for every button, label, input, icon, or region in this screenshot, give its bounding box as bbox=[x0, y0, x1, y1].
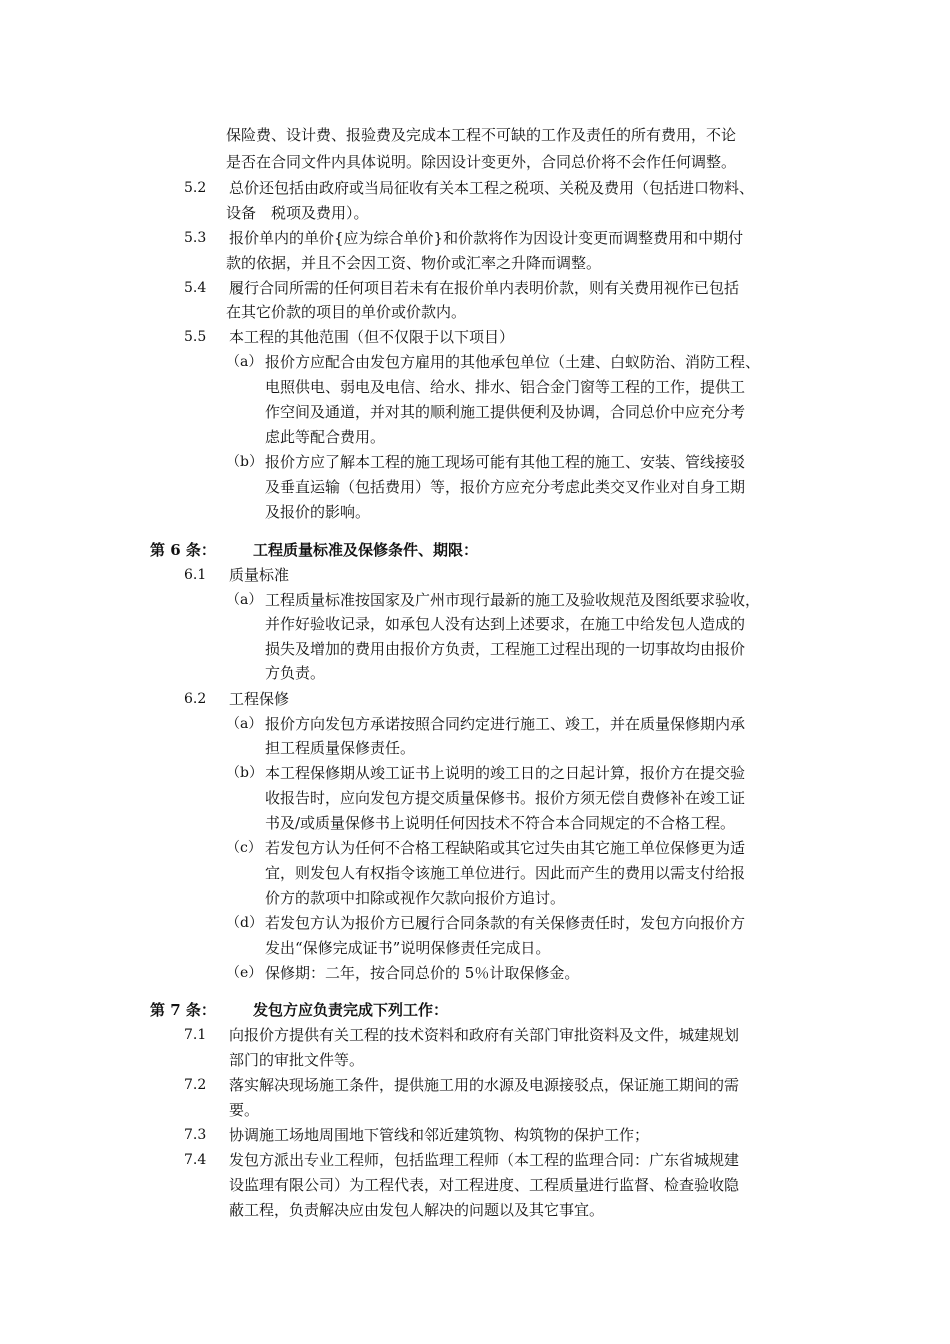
clause-number: 7.3 bbox=[184, 1127, 207, 1143]
item-label: （c） bbox=[226, 840, 262, 856]
text-line: 保险费、设计费、报验费及完成本工程不可缺的工作及责任的所有费用，不论 bbox=[226, 126, 737, 144]
clause-number: 7.4 bbox=[184, 1152, 207, 1168]
text-line: 履行合同所需的任何项目若未有在报价单内表明价款，则有关费用视作已包括 bbox=[229, 279, 740, 297]
text-line: 向报价方提供有关工程的技术资料和政府有关部门审批资料及文件，城建规划 bbox=[229, 1026, 740, 1044]
text-line: 书及/或质量保修书上说明任何因技术不符合本合同规定的不合格工程。 bbox=[265, 814, 736, 832]
text-line: 虑此等配合费用。 bbox=[265, 428, 386, 446]
item-label: （e） bbox=[226, 965, 263, 981]
article-heading-number: 第 6 条： bbox=[150, 541, 216, 559]
text-line: 电照供电、弱电及电信、给水、排水、铝合金门窗等工程的工作，提供工 bbox=[265, 378, 746, 396]
text-line: 发出“保修完成证书”说明保修责任完成日。 bbox=[265, 939, 551, 957]
text-line: 并作好验收记录，如承包人没有达到上述要求，在施工中给发包人造成的 bbox=[265, 615, 746, 633]
text-line: 收报告时，应向发包方提交质量保修书。报价方须无偿自费修补在竣工证 bbox=[265, 789, 746, 807]
text-line: 协调施工场地周围地下管线和邻近建筑物、构筑物的保护工作； bbox=[229, 1126, 650, 1144]
clause-number: 6.1 bbox=[184, 567, 207, 583]
text-line: 及报价的影响。 bbox=[265, 503, 371, 521]
text-line: 在其它价款的项目的单价或价款内。 bbox=[226, 303, 467, 321]
item-label: （b） bbox=[226, 765, 263, 781]
text-line: 损失及增加的费用由报价方负责，工程施工过程出现的一切事故均由报价 bbox=[265, 640, 746, 658]
text-line: 若发包方认为报价方已履行合同条款的有关保修责任时，发包方向报价方 bbox=[265, 914, 746, 932]
text-line: 设备 税项及费用）。 bbox=[226, 204, 369, 222]
text-line: 是否在合同文件内具体说明。除因设计变更外，合同总价将不会作任何调整。 bbox=[226, 153, 737, 171]
text-line: 质量标准 bbox=[229, 566, 290, 584]
text-line: 蔽工程，负责解决应由发包人解决的问题以及其它事宜。 bbox=[229, 1201, 605, 1219]
clause-number: 5.3 bbox=[184, 230, 207, 246]
text-line: 报价方应配合由发包方雇用的其他承包单位（土建、白蚁防治、消防工程、 bbox=[265, 353, 761, 371]
text-line: 宜，则发包人有权指令该施工单位进行。因此而产生的费用以需支付给报 bbox=[265, 864, 746, 882]
article-heading-title: 工程质量标准及保修条件、期限： bbox=[253, 541, 479, 559]
clause-number: 7.2 bbox=[184, 1077, 207, 1093]
clause-number: 7.1 bbox=[184, 1027, 207, 1043]
text-line: 设监理有限公司）为工程代表，对工程进度、工程质量进行监督、检查验收隐 bbox=[229, 1176, 740, 1194]
clause-number: 5.2 bbox=[184, 180, 207, 196]
text-line: 作空间及通道，并对其的顺利施工提供便利及协调，合同总价中应充分考 bbox=[265, 403, 746, 421]
text-line: 落实解决现场施工条件，提供施工用的水源及电源接驳点，保证施工期间的需 bbox=[229, 1076, 740, 1094]
text-line: 报价方向发包方承诺按照合同约定进行施工、竣工，并在质量保修期内承 bbox=[265, 715, 746, 733]
article-heading-number: 第 7 条： bbox=[150, 1001, 216, 1019]
clause-number: 6.2 bbox=[184, 691, 207, 707]
text-line: 要。 bbox=[229, 1101, 260, 1119]
text-line: 保修期：二年，按合同总价的 5％计取保修金。 bbox=[265, 964, 580, 982]
text-line: 报价方应了解本工程的施工现场可能有其他工程的施工、安装、管线接驳 bbox=[265, 453, 746, 471]
text-line: 部门的审批文件等。 bbox=[229, 1051, 365, 1069]
text-line: 担工程质量保修责任。 bbox=[265, 739, 416, 757]
text-line: 方负责。 bbox=[265, 664, 326, 682]
clause-number: 5.4 bbox=[184, 280, 207, 296]
item-label: （d） bbox=[226, 915, 263, 931]
text-line: 价方的款项中扣除或视作欠款向报价方追讨。 bbox=[265, 889, 566, 907]
text-line: 总价还包括由政府或当局征收有关本工程之税项、关税及费用（包括进口物料、 bbox=[229, 179, 755, 197]
item-label: （a） bbox=[226, 592, 263, 608]
text-line: 工程保修 bbox=[229, 690, 290, 708]
text-line: 本工程保修期从竣工证书上说明的竣工日的之日起计算，报价方在提交验 bbox=[265, 764, 746, 782]
clause-number: 5.5 bbox=[184, 329, 207, 345]
text-line: 本工程的其他范围（但不仅限于以下项目） bbox=[229, 328, 515, 346]
text-line: 报价单内的单价{应为综合单价}和价款将作为因设计变更而调整费用和中期付 bbox=[229, 229, 744, 247]
text-line: 发包方派出专业工程师，包括监理工程师（本工程的监理合同：广东省城规建 bbox=[229, 1151, 740, 1169]
item-label: （b） bbox=[226, 454, 263, 470]
text-line: 工程质量标准按国家及广州市现行最新的施工及验收规范及图纸要求验收， bbox=[265, 591, 761, 609]
text-line: 及垂直运输（包括费用）等，报价方应充分考虑此类交叉作业对自身工期 bbox=[265, 478, 746, 496]
text-line: 款的依据，并且不会因工资、物价或汇率之升降而调整。 bbox=[226, 254, 602, 272]
item-label: （a） bbox=[226, 716, 263, 732]
article-heading-title: 发包方应负责完成下列工作： bbox=[253, 1001, 449, 1019]
text-line: 若发包方认为任何不合格工程缺陷或其它过失由其它施工单位保修更为适 bbox=[265, 839, 746, 857]
item-label: （a） bbox=[226, 354, 263, 370]
